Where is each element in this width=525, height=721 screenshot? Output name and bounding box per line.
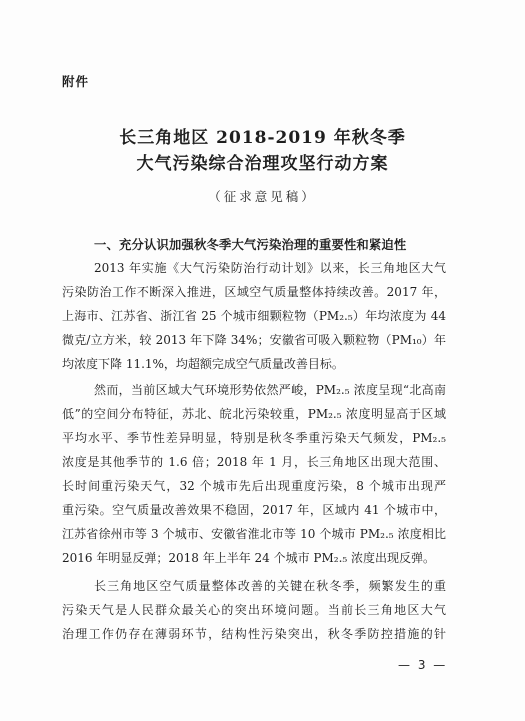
paragraph-2-line: 长时间重污染天气，32 个城市先后出现重度污染，8 个城市出现严 bbox=[62, 479, 446, 493]
document-title-line-2: 大气污染综合治理攻坚行动方案 bbox=[136, 154, 389, 174]
paragraph-1-line: 微克/立方米，较 2013 年下降 34%；安徽省可吸入颗粒物（PM₁₀）年 bbox=[62, 333, 446, 347]
paragraph-2-line: 浓度是其他季节的 1.6 倍；2018 年 1 月，长三角地区出现大范围、 bbox=[62, 455, 446, 469]
paragraph-1-line: 2013 年实施《大气污染防治行动计划》以来，长三角地区大气 bbox=[94, 261, 446, 275]
annex-label: 附件 bbox=[62, 74, 90, 89]
paragraph-2-line: 重污染。空气质量改善效果不稳固，2017 年，区域内 41 个城市中， bbox=[62, 503, 446, 517]
paragraph-2-line: 江苏省徐州市等 3 个城市、安徽省淮北市等 10 个城市 PM₂.₅ 浓度相比 bbox=[62, 527, 446, 541]
paragraph-1-line: 上海市、江苏省、浙江省 25 个城市细颗粒物（PM₂.₅）年均浓度为 44 bbox=[62, 309, 446, 323]
paragraph-3-line: 治理工作仍存在薄弱环节，结构性污染突出，秋冬季防控措施的针 bbox=[62, 627, 446, 641]
page-number: — 3 — bbox=[398, 658, 448, 672]
paragraph-1-line: 均浓度下降 11.1%，均超额完成空气质量改善目标。 bbox=[62, 357, 344, 371]
document-title-line-1: 长三角地区 2018-2019 年秋冬季 bbox=[119, 128, 406, 148]
paragraph-1-line: 污染防治工作不断深入推进，区域空气质量整体持续改善。2017 年， bbox=[62, 285, 446, 299]
paragraph-2-line: 低”的空间分布特征，苏北、皖北污染较重，PM₂.₅ 浓度明显高于区域 bbox=[62, 407, 446, 421]
draft-subtitle: （征求意见稿） bbox=[208, 189, 317, 204]
paragraph-2-line: 平均水平、季节性差异明显，特别是秋冬季重污染天气频发，PM₂.₅ bbox=[62, 431, 446, 445]
section-heading: 一、充分认识加强秋冬季大气污染治理的重要性和紧迫性 bbox=[94, 238, 407, 252]
paragraph-3-line: 长三角地区空气质量整体改善的关键在秋冬季，频繁发生的重 bbox=[94, 579, 446, 593]
paragraph-2-line: 然而，当前区域大气环境形势依然严峻，PM₂.₅ 浓度呈现“北高南 bbox=[94, 383, 446, 397]
paragraph-2-line: 2016 年明显反弹；2018 年上半年 24 个城市 PM₂.₅ 浓度出现反弹。 bbox=[62, 551, 436, 565]
paragraph-3-line: 污染天气是人民群众最关心的突出环境问题。当前长三角地区大气 bbox=[62, 603, 446, 617]
